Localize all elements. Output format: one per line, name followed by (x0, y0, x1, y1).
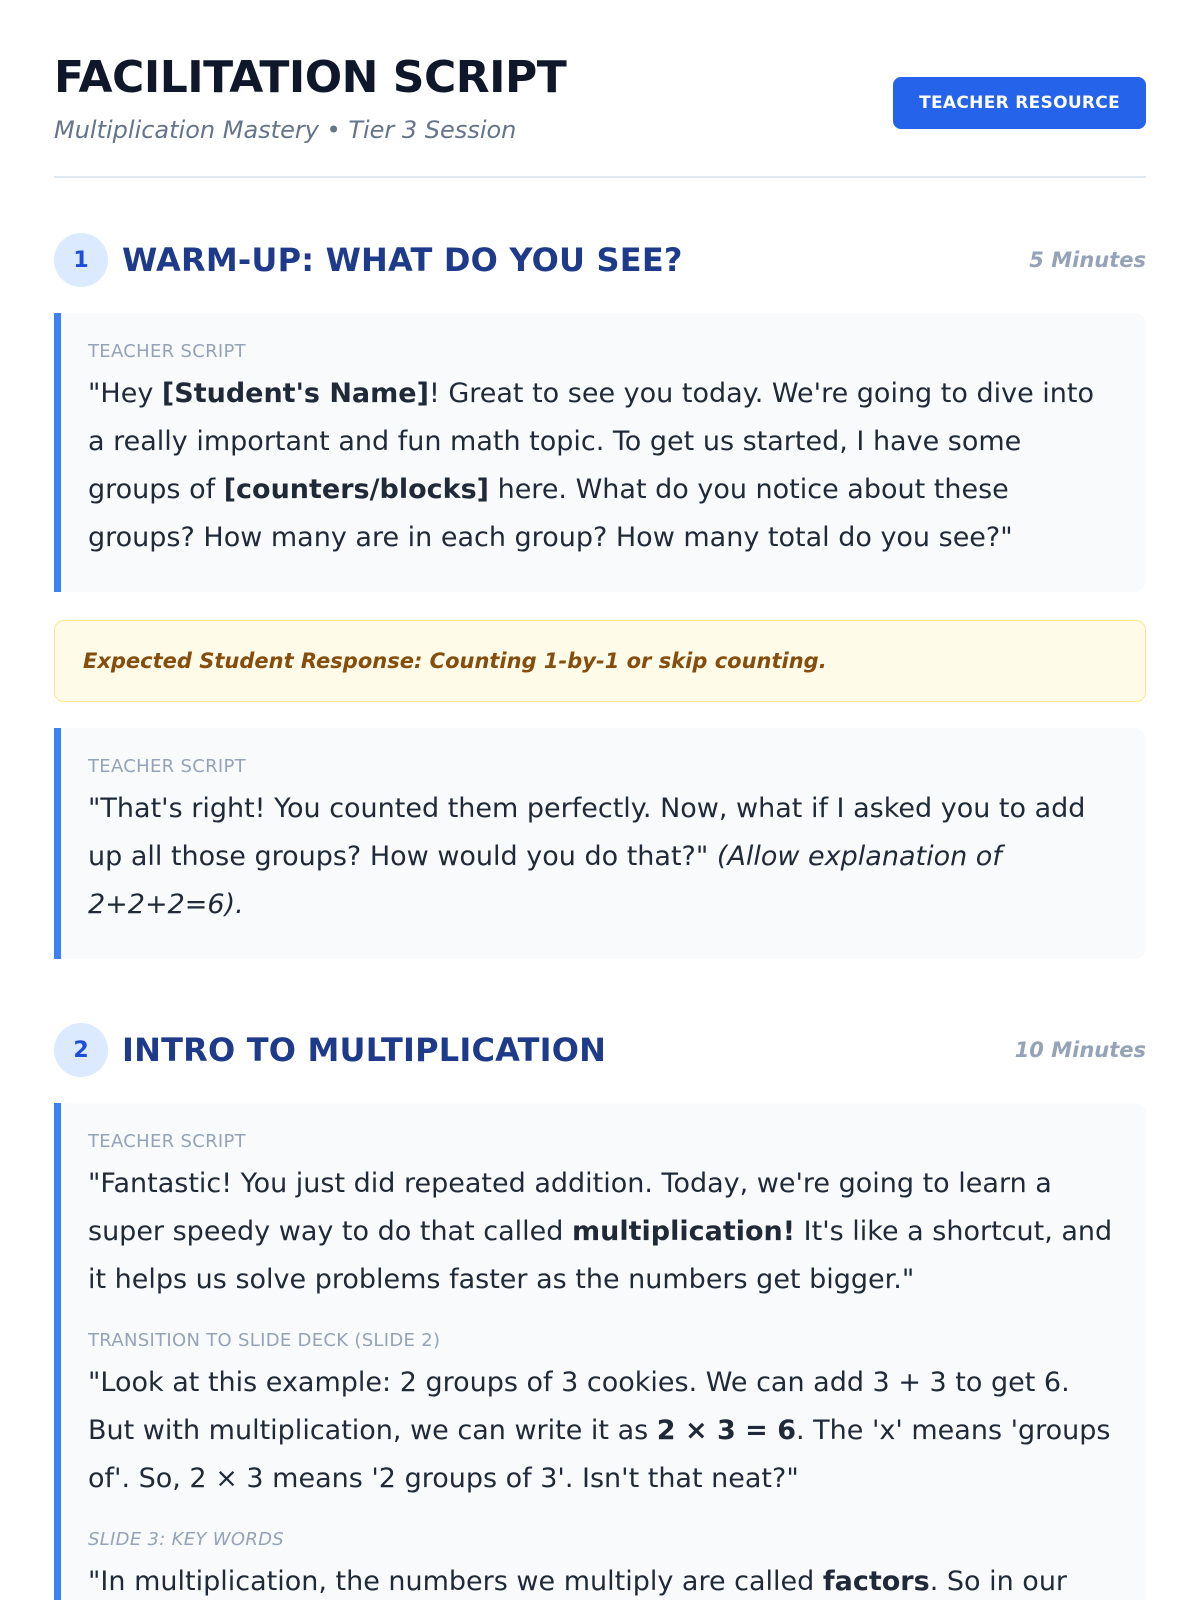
script-text (88, 370, 1114, 562)
script-key-term: factors (822, 1566, 930, 1598)
script-text-part: here. What do you notice about these groups? How many are in each group? How many total do you see?" (88, 474, 1013, 554)
script-text-part: "That's right! You counted them perfectly. Now, what if I asked you to add up all those groups? How would you do that?" (88, 793, 1086, 873)
section-number-badge: 2 (54, 1023, 108, 1077)
section-number-badge: 1 (54, 233, 108, 287)
section-2-header (54, 1023, 1146, 1077)
page-subtitle: Multiplication Mastery • Tier 3 Session (54, 116, 517, 145)
page-header (54, 54, 1146, 178)
script-label: TEACHER SCRIPT (88, 756, 246, 778)
script-text-part: "Hey (88, 378, 162, 410)
script-label: TEACHER SCRIPT (88, 341, 246, 363)
slide-label: SLIDE 3: KEY WORDS (88, 1529, 285, 1551)
script-text-part: . So in our (929, 1566, 1068, 1598)
section-2-duration: 10 Minutes (1014, 1038, 1146, 1063)
script-placeholder-student-name: [Student's Name] (161, 378, 429, 410)
script-text (88, 1558, 1114, 1600)
script-text (88, 1359, 1114, 1503)
teacher-script-card (54, 1103, 1146, 1600)
script-placeholder-counters: [counters/blocks] (223, 474, 489, 506)
page-title: FACILITATION SCRIPT (54, 52, 567, 103)
section-1-header (54, 233, 1146, 287)
title-block (54, 54, 566, 144)
script-text-part: "In multiplication, the numbers we multiply are called (88, 1566, 823, 1598)
script-text-part: ! Great to see you today. We're going to dive into a really important and fun math topic. To get us started, I have some groups of (88, 378, 1094, 506)
script-text-part: "Look at this example: 2 groups of 3 cookies. We can add 3 + 3 to get 6. But with multiplication, we can write it as (88, 1367, 1070, 1447)
teacher-script-card (54, 313, 1146, 592)
section-1-duration: 5 Minutes (1029, 248, 1146, 273)
script-text (88, 785, 1114, 929)
script-text (88, 1160, 1114, 1304)
section-2-title-group (54, 1023, 606, 1077)
expected-response-callout: Expected Student Response: Counting 1-by-1 or skip counting. (54, 620, 1146, 702)
script-text-part: . The 'x' means 'groups of'. So, 2 × 3 means '2 groups of 3'. Isn't that neat?" (88, 1415, 1111, 1495)
script-stage-direction: (Allow explanation of 2+2+2=6). (88, 841, 1002, 921)
script-equation: 2 × 3 = 6 (656, 1415, 796, 1447)
script-key-term: multiplication! (572, 1216, 796, 1248)
slide-transition-label: TRANSITION TO SLIDE DECK (SLIDE 2) (88, 1330, 441, 1352)
script-text-part: It's like a shortcut, and it helps us solve problems faster as the numbers get bigger." (88, 1216, 1113, 1296)
section-1-title-group (54, 233, 683, 287)
script-label: TEACHER SCRIPT (88, 1131, 246, 1153)
section-2-title: INTRO TO MULTIPLICATION (122, 1031, 607, 1070)
section-1-title: WARM-UP: WHAT DO YOU SEE? (122, 241, 683, 280)
script-text-part: "Fantastic! You just did repeated addition. Today, we're going to learn a super speedy way to do that called (88, 1168, 1052, 1248)
teacher-script-card (54, 728, 1146, 959)
teacher-resource-badge: TEACHER RESOURCE (893, 77, 1146, 129)
